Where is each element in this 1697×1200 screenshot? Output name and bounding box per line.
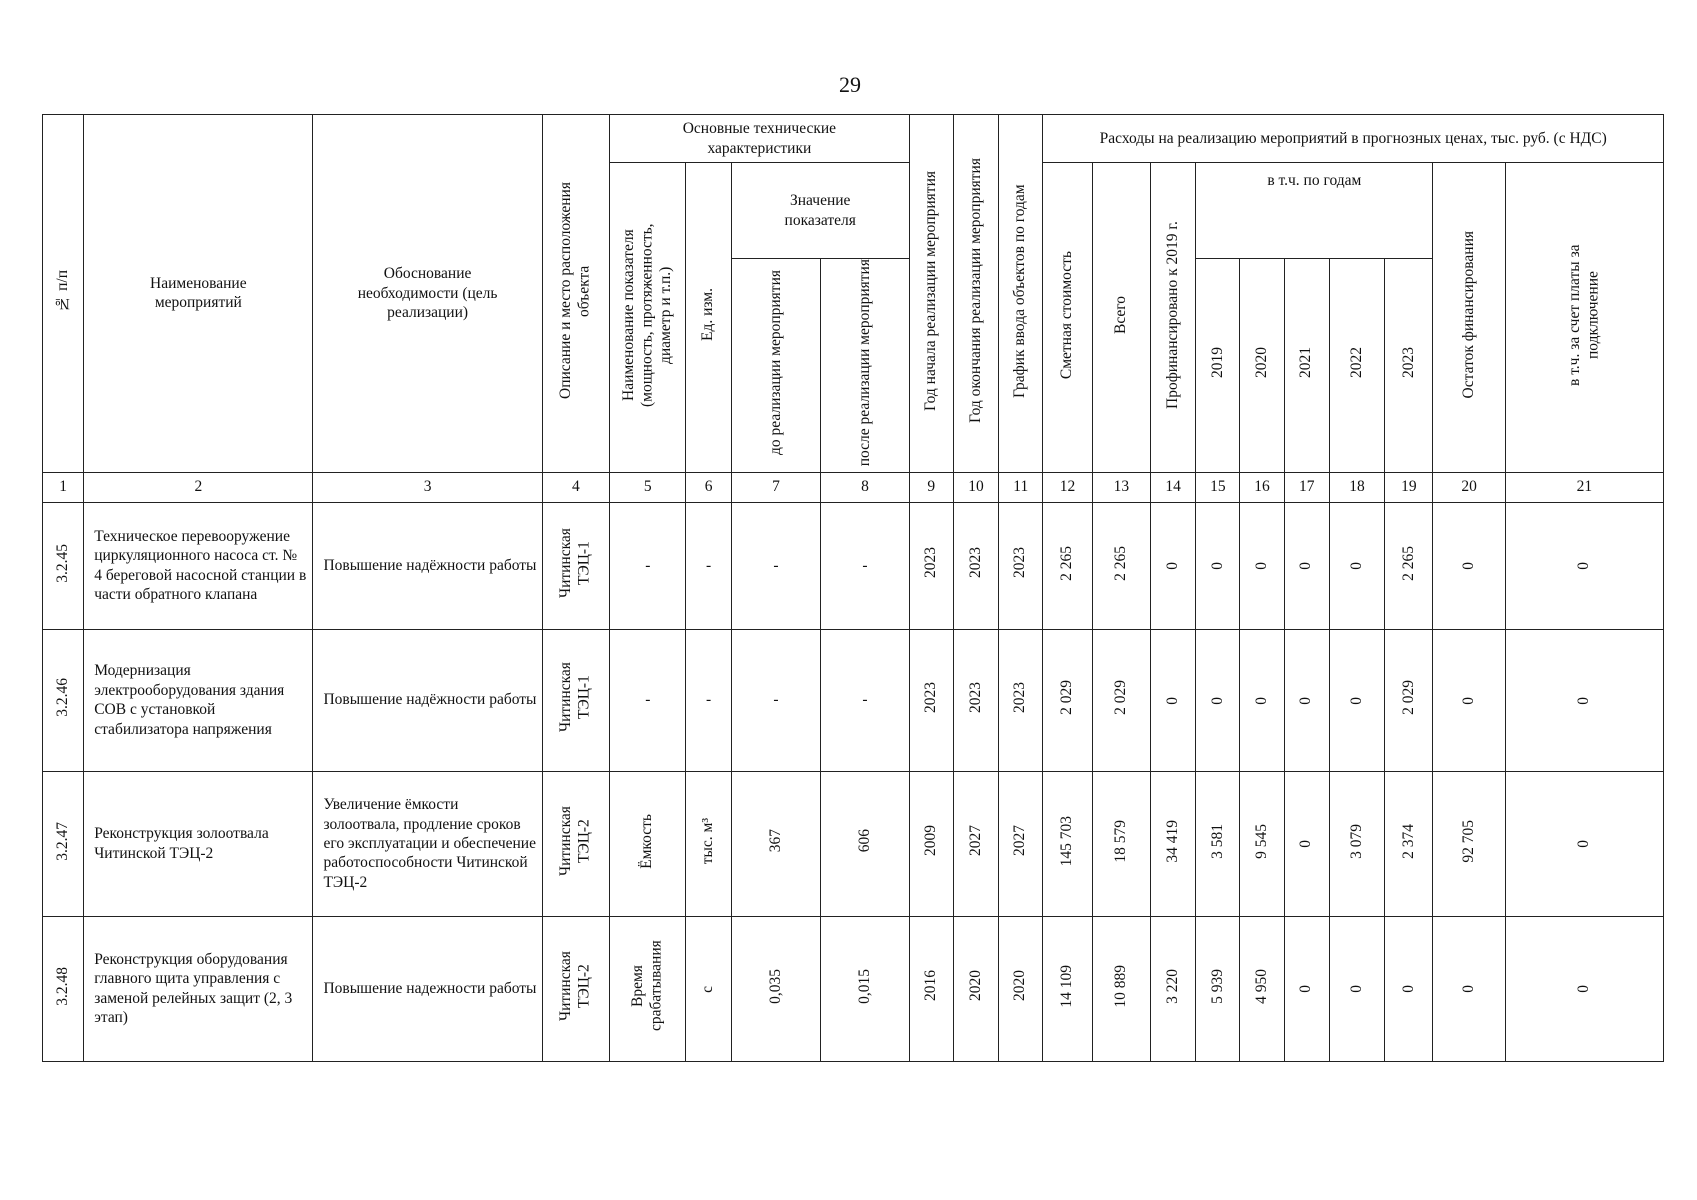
cell-connection-fee: 0 [1505, 629, 1663, 771]
cell-financed: 3 220 [1150, 916, 1195, 1061]
column-number: 8 [821, 472, 909, 502]
cell-estimated: 14 109 [1043, 916, 1092, 1061]
cell-location: Читинская ТЭЦ-2 [542, 771, 609, 916]
header-year-2020: 2020 [1240, 259, 1284, 473]
column-number: 18 [1329, 472, 1384, 502]
column-number: 16 [1240, 472, 1284, 502]
cell-2022: 0 [1329, 629, 1384, 771]
cell-after: 0,015 [821, 916, 909, 1061]
column-number: 14 [1150, 472, 1195, 502]
cell-2021: 0 [1284, 916, 1329, 1061]
header-after: после реализации мероприятия [821, 259, 909, 473]
cell-estimated: 2 265 [1043, 502, 1092, 629]
cell-before: - [731, 502, 820, 629]
cell-financed: 34 419 [1150, 771, 1195, 916]
header-before: до реализации мероприятия [731, 259, 820, 473]
cell-end-year: 2027 [953, 771, 998, 916]
cell-2020: 0 [1240, 502, 1284, 629]
cell-2023: 2 265 [1385, 502, 1433, 629]
cell-end-year: 2023 [953, 629, 998, 771]
cell-total: 2 265 [1092, 502, 1150, 629]
measures-table [42, 114, 1664, 1062]
cell-2021: 0 [1284, 771, 1329, 916]
cell-name: Реконструкция оборудования главного щита управления с заменой релейных защит (2, 3 этап) [84, 916, 313, 1061]
header-justification: Обоснование необходимости (цель реализации) [313, 115, 542, 473]
cell-indicator: - [610, 502, 686, 629]
cell-justification: Повышение надёжности работы [313, 502, 542, 629]
cell-financed: 0 [1150, 502, 1195, 629]
column-number: 9 [909, 472, 953, 502]
column-number: 21 [1505, 472, 1663, 502]
header-year-2019: 2019 [1196, 259, 1240, 473]
cell-2023: 2 029 [1385, 629, 1433, 771]
cell-connection-fee: 0 [1505, 916, 1663, 1061]
header-unit: Ед. изм. [686, 163, 731, 473]
cell-num: 3.2.46 [43, 629, 84, 771]
column-number: 7 [731, 472, 820, 502]
column-number: 13 [1092, 472, 1150, 502]
header-incl-connection-fee: в т.ч. за счет платы за подключение [1505, 163, 1663, 473]
cell-start-year: 2023 [909, 502, 953, 629]
cell-end-year: 2023 [953, 502, 998, 629]
column-number: 12 [1043, 472, 1092, 502]
table-row [43, 629, 1664, 771]
cell-balance: 0 [1433, 916, 1505, 1061]
header-financed-before-2019: Профинансировано к 2019 г. [1150, 163, 1195, 473]
header-year-2022: 2022 [1329, 259, 1384, 473]
cell-justification: Увеличение ёмкости золоотвала, продление сроков его эксплуатации и обеспечение работоспособности Читинской ТЭЦ-2 [313, 771, 542, 916]
cell-2019: 3 581 [1196, 771, 1240, 916]
cell-end-year: 2020 [953, 916, 998, 1061]
cell-num: 3.2.47 [43, 771, 84, 916]
cell-num: 3.2.48 [43, 916, 84, 1061]
column-number: 20 [1433, 472, 1505, 502]
header-indicator-name: Наименование показателя (мощность, протяженность, диаметр и т.п.) [610, 163, 686, 473]
cell-start-year: 2023 [909, 629, 953, 771]
cell-location: Читинская ТЭЦ-1 [542, 502, 609, 629]
column-number: 10 [953, 472, 998, 502]
cell-total: 10 889 [1092, 916, 1150, 1061]
cell-name: Реконструкция золоотвала Читинской ТЭЦ-2 [84, 771, 313, 916]
cell-before: 367 [731, 771, 820, 916]
header-start-year: Год начала реализации мероприятия [909, 115, 953, 473]
cell-2020: 0 [1240, 629, 1284, 771]
cell-justification: Повышение надежности работы [313, 916, 542, 1061]
cell-balance: 0 [1433, 502, 1505, 629]
header-estimated-cost: Сметная стоимость [1043, 163, 1092, 473]
header-total: Всего [1092, 163, 1150, 473]
column-number: 17 [1284, 472, 1329, 502]
header-year-2023: 2023 [1385, 259, 1433, 473]
cell-before: - [731, 629, 820, 771]
cell-unit: - [686, 629, 731, 771]
header-by-years: в т.ч. по годам [1196, 163, 1433, 259]
column-number: 5 [610, 472, 686, 502]
column-number: 6 [686, 472, 731, 502]
cell-estimated: 145 703 [1043, 771, 1092, 916]
cell-2023: 0 [1385, 916, 1433, 1061]
cell-schedule: 2023 [999, 629, 1043, 771]
cell-indicator: Время срабатывания [610, 916, 686, 1061]
cell-connection-fee: 0 [1505, 502, 1663, 629]
header-name: Наименование мероприятий [84, 115, 313, 473]
cell-indicator: Ёмкость [610, 771, 686, 916]
table-row [43, 916, 1664, 1061]
header-tech-group: Основные технические характеристики [610, 115, 910, 163]
header-year-2021: 2021 [1284, 259, 1329, 473]
cell-connection-fee: 0 [1505, 771, 1663, 916]
column-number: 1 [43, 472, 84, 502]
cell-location: Читинская ТЭЦ-2 [542, 916, 609, 1061]
cell-schedule: 2027 [999, 771, 1043, 916]
cell-financed: 0 [1150, 629, 1195, 771]
cell-start-year: 2016 [909, 916, 953, 1061]
cell-indicator: - [610, 629, 686, 771]
cell-unit: - [686, 502, 731, 629]
cell-start-year: 2009 [909, 771, 953, 916]
cell-2019: 0 [1196, 629, 1240, 771]
cell-2019: 0 [1196, 502, 1240, 629]
header-end-year: Год окончания реализации мероприятия [953, 115, 998, 473]
header-row-1 [43, 115, 1664, 163]
column-number: 15 [1196, 472, 1240, 502]
table-row [43, 502, 1664, 629]
cell-before: 0,035 [731, 916, 820, 1061]
cell-justification: Повышение надёжности работы [313, 629, 542, 771]
header-location: Описание и место расположения объекта [542, 115, 609, 473]
cell-estimated: 2 029 [1043, 629, 1092, 771]
header-num: № п/п [43, 115, 84, 473]
cell-location: Читинская ТЭЦ-1 [542, 629, 609, 771]
cell-2019: 5 939 [1196, 916, 1240, 1061]
cell-unit: тыс. м³ [686, 771, 731, 916]
header-expenses-group: Расходы на реализацию мероприятий в прогнозных ценах, тыс. руб. (с НДС) [1043, 115, 1664, 163]
cell-num: 3.2.45 [43, 502, 84, 629]
header-commission-schedule: График ввода объектов по годам [999, 115, 1043, 473]
header-balance: Остаток финансирования [1433, 163, 1505, 473]
page-number: 29 [839, 72, 861, 97]
cell-2022: 0 [1329, 502, 1384, 629]
table-row [43, 771, 1664, 916]
cell-balance: 92 705 [1433, 771, 1505, 916]
cell-after: - [821, 629, 909, 771]
cell-after: 606 [821, 771, 909, 916]
cell-2022: 3 079 [1329, 771, 1384, 916]
cell-name: Техническое перевооружение циркуляционного насоса ст. № 4 береговой насосной станции в части обратного клапана [84, 502, 313, 629]
cell-name: Модернизация электрооборудования здания СОВ с установкой стабилизатора напряжения [84, 629, 313, 771]
cell-2021: 0 [1284, 629, 1329, 771]
column-number: 19 [1385, 472, 1433, 502]
column-number: 3 [313, 472, 542, 502]
header-value-group: Значение показателя [731, 163, 909, 259]
cell-balance: 0 [1433, 629, 1505, 771]
cell-2023: 2 374 [1385, 771, 1433, 916]
column-number: 2 [84, 472, 313, 502]
cell-total: 2 029 [1092, 629, 1150, 771]
cell-2020: 9 545 [1240, 771, 1284, 916]
cell-unit: с [686, 916, 731, 1061]
cell-schedule: 2023 [999, 502, 1043, 629]
cell-2022: 0 [1329, 916, 1384, 1061]
column-number: 4 [542, 472, 609, 502]
cell-2020: 4 950 [1240, 916, 1284, 1061]
column-number: 11 [999, 472, 1043, 502]
column-numbers-row [43, 472, 1664, 502]
cell-after: - [821, 502, 909, 629]
cell-total: 18 579 [1092, 771, 1150, 916]
cell-schedule: 2020 [999, 916, 1043, 1061]
cell-2021: 0 [1284, 502, 1329, 629]
